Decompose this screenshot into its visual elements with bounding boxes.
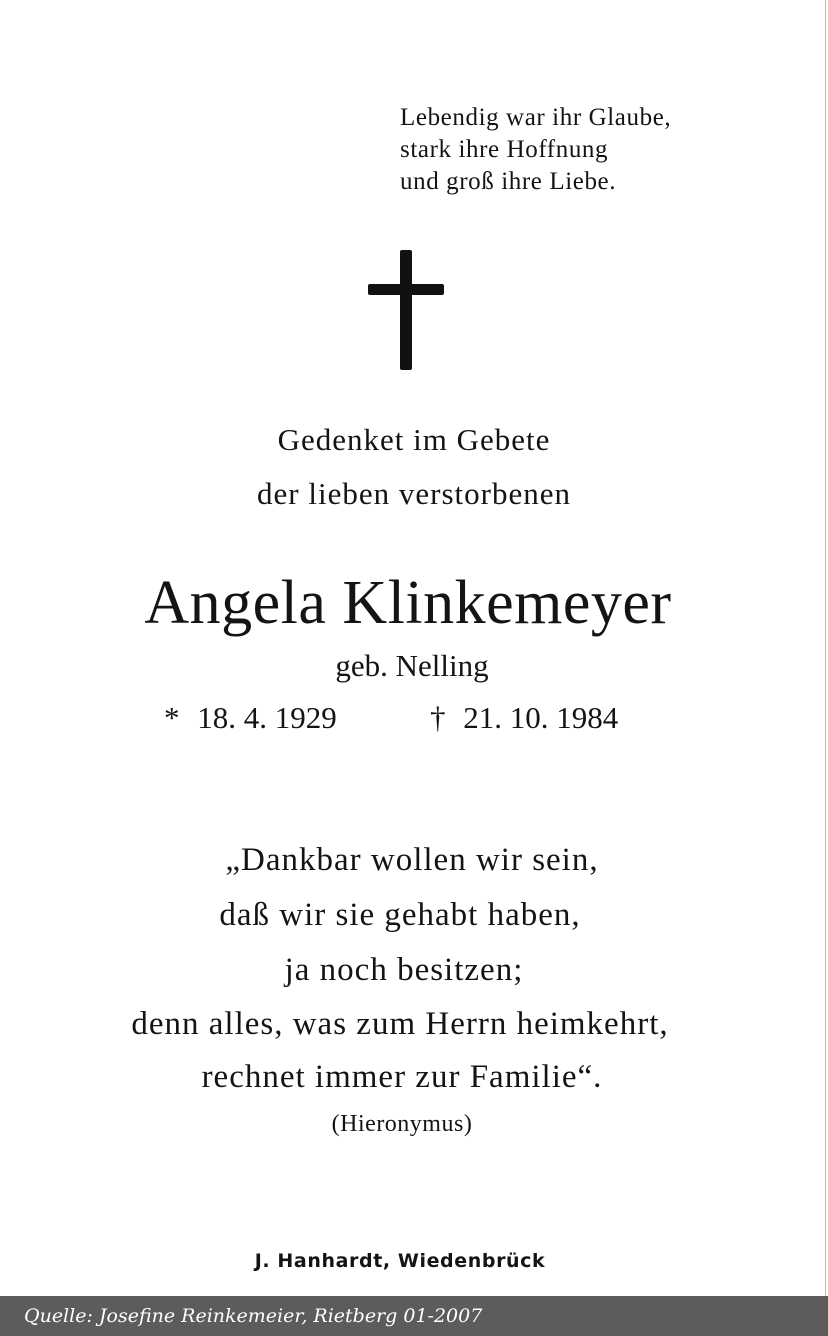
verse-line-4: denn alles, was zum Herrn heimkehrt, bbox=[131, 1006, 669, 1042]
cross-horizontal-bar bbox=[368, 284, 444, 295]
deceased-name: Angela Klinkemeyer bbox=[144, 569, 672, 637]
maiden-name: geb. Nelling bbox=[335, 648, 489, 683]
verse-line-5: rechnet immer zur Familie“. bbox=[201, 1059, 603, 1095]
death-date: 21. 10. 1984 bbox=[463, 700, 619, 735]
birth-date-group bbox=[164, 700, 337, 736]
verse-source: (Hieronymus) bbox=[331, 1111, 473, 1137]
intro-line-2: der lieben verstorbenen bbox=[257, 476, 571, 511]
motto-line-1: Lebendig war ihr Glaube, bbox=[400, 104, 672, 131]
death-cross-icon: † bbox=[430, 700, 446, 735]
verse-line-1: „Dankbar wollen wir sein, bbox=[225, 842, 599, 878]
cross-vertical-bar bbox=[400, 250, 412, 370]
birth-date: 18. 4. 1929 bbox=[197, 700, 337, 735]
cross-icon bbox=[366, 250, 446, 370]
death-date-group bbox=[430, 700, 618, 736]
source-footer bbox=[0, 1296, 828, 1336]
intro-line-1: Gedenket im Gebete bbox=[277, 422, 551, 457]
printer-imprint: J. Hanhardt, Wiedenbrück bbox=[254, 1250, 546, 1272]
birth-star-icon: * bbox=[164, 700, 180, 735]
motto bbox=[400, 102, 671, 198]
motto-line-2: stark ihre Hoffnung bbox=[400, 136, 609, 163]
source-credit: Quelle: Josefine Reinkemeier, Rietberg 01-2007 bbox=[24, 1305, 483, 1327]
motto-line-3: und groß ihre Liebe. bbox=[400, 168, 617, 195]
verse-line-3: ja noch besitzen; bbox=[284, 952, 524, 988]
verse-line-2: daß wir sie gehabt haben, bbox=[219, 897, 581, 933]
